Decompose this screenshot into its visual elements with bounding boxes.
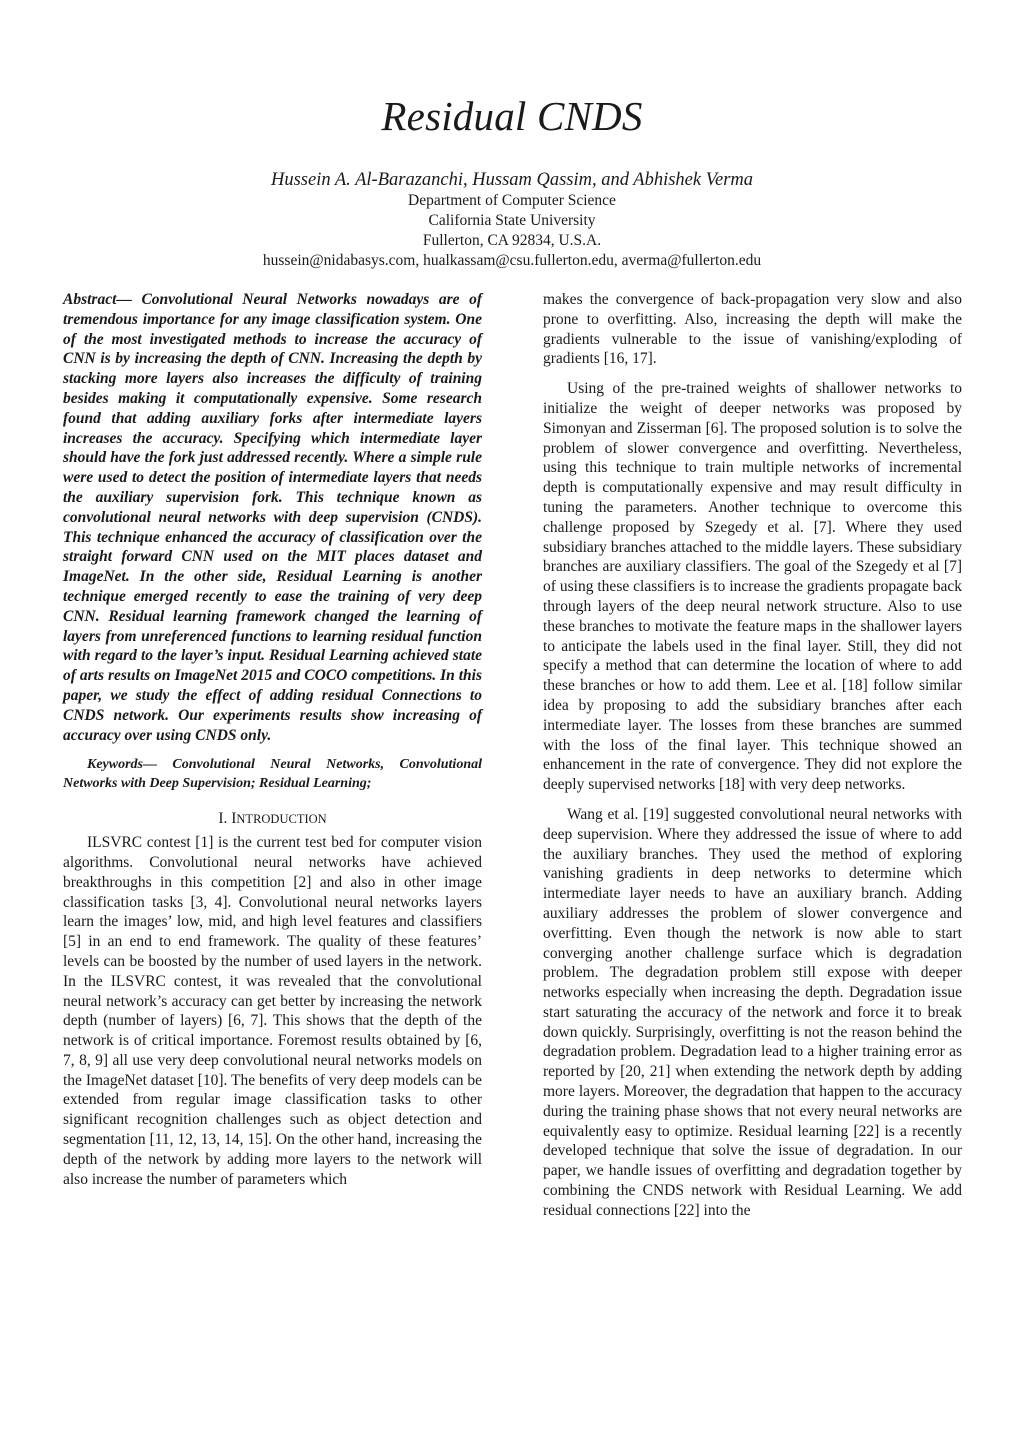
abstract-text: Convolutional Neural Networks nowadays are of tremendous importance for any image classification system. One of the most investigated methods to increase the accuracy of CNN is by increasing the depth of CNN. Increasing the depth by stacking more layers also increases the difficulty of training besides making it computationally expensive. Some research found that adding auxiliary forks after intermediate layers increases the accuracy. Specifying which intermediate layer should have the fork just addressed recently. Where a simple rule were used to detect the position of intermediate layers that needs the auxiliary supervision fork. This technique known as convolutional neural networks with deep supervision (CNDS). This technique enhanced the accuracy of classification over the straight forward CNN used on the MIT places dataset and ImageNet. In the other side, Residual Learning is another technique emerged recently to ease the training of very deep CNN. Residual learning framework changed the learning of layers from unreferenced functions to learning residual function with regard to the layer’s input. Residual Learning achieved state of arts results on ImageNet 2015 and COCO competitions. In this paper, we study the effect of adding residual Connections to CNDS network. Our experiments results show increasing of accuracy over using CNDS only. (63, 291, 482, 744)
intro-paragraph-3: Using of the pre-trained weights of shallower networks to initialize the weight of deeper networks was proposed by Simonyan and Zisserman [6]. The proposed solution is to solve the problem of slower convergence and overfitting. Nevertheless, using this technique to train multiple networks of incremental depth is computationally expensive and may result difficulty in tuning the parameters. Another technique to overcome this challenge proposed by Szegedy et al. [7]. Where they used subsidiary branches attached to the middle layers. These subsidiary branches are auxiliary classifiers. The goal of the Szegedy et al [7] of using these classifiers is to increase the gradients propagate back through layers of the deep neural network structure. Also to use these branches to motivate the feature maps in the shallower layers to anticipate the labels used in the final layer. Still, they did not specify a method that can determine the location of where to add these branches or how to add them. Lee et al. [18] follow similar idea by proposing to add the subsidiary branches after each intermediate layer. The losses from these branches are summed with the loss of the final layer. This technique showed an enhancement in the rate of convergence. They did not explore the deeply supervised networks [18] with very deep networks. (543, 380, 962, 794)
keywords-label: Keywords— (87, 757, 157, 773)
right-column (543, 290, 962, 1221)
keywords-text: Convolutional Neural Networks, Convolutional Networks with Deep Supervision; Residual Learning; (63, 757, 482, 792)
affiliation-emails: hussein@nidabasys.com, hualkassam@csu.fullerton.edu, averma@fullerton.edu (262, 252, 762, 269)
section-title-rest: NTRODUCTION (236, 812, 327, 827)
intro-paragraph-2: makes the convergence of back-propagation very slow and also prone to overfitting. Also, increasing the depth will make the gradients vulnerable to the issue of vanishing/exploding of gradients [16, 17]. (543, 291, 962, 368)
abstract (63, 290, 482, 745)
affiliation-department: Department of Computer Science (408, 192, 616, 209)
left-column (63, 290, 482, 1189)
paper-title: Residual CNDS (381, 93, 643, 139)
section-title-initial: I (231, 810, 237, 828)
abstract-label: Abstract— (63, 291, 132, 308)
section-number: I. (218, 810, 228, 828)
affiliation-university: California State University (428, 212, 596, 229)
intro-paragraph-1: ILSVRC contest [1] is the current test bed for computer vision algorithms. Convolutional neural networks have achieved breakthroughs in this competition [2] and also in other image classification tasks [3, 4]. Convolutional neural networks layers learn the images’ low, mid, and high level features and classifiers [5] in an end to end framework. The quality of these features’ levels can be boosted by the number of used layers in the network. In the ILSVRC contest, it was revealed that the convolutional neural network’s accuracy can get better by increasing the network depth (number of layers) [6, 7]. This shows that the depth of the network is of critical importance. Foremost results obtained by [6, 7, 8, 9] all use very deep convolutional neural networks models on the ImageNet dataset [10]. The benefits of very deep models can be extended from regular image classification tasks to other significant recognition challenges such as object detection and segmentation [11, 12, 13, 14, 15]. On the other hand, increasing the depth of the network by adding more layers to the network will also increase the number of parameters which (63, 834, 482, 1188)
author-list: Hussein A. Al-Barazanchi, Hussam Qassim, and Abhishek Verma (270, 170, 754, 190)
keywords (63, 755, 482, 793)
affiliation-address: Fullerton, CA 92834, U.S.A. (422, 232, 602, 249)
intro-paragraph-4: Wang et al. [19] suggested convolutional neural networks with deep supervision. Where they addressed the issue of where to add the auxiliary branches. They used the method of exploring vanishing gradients in deep networks to determine which intermediate layer needs to have an auxiliary branch. Adding auxiliary addresses the problem of slower convergence and overfitting. Even though the network is now able to start converging another challenge surface which is degradation problem. The degradation problem still expose with deeper networks especially when increasing the depth. Degradation issue start saturating the accuracy of the network and force it to break down quickly. Surprisingly, overfitting is not the reason behind the degradation problem. Degradation lead to a higher training error as reported by [20, 21] when extending the network depth by adding more layers. Moreover, the degradation that happen to the accuracy during the training phase shows that not every neural networks are equivalently easy to optimize. Residual learning [22] is a recently developed technique that solve the issue of degradation. In our paper, we handle issues of overfitting and degradation together by combining the CNDS network with Residual Learning. We add residual connections [22] into the (543, 805, 962, 1219)
section-heading-introduction (63, 809, 482, 830)
